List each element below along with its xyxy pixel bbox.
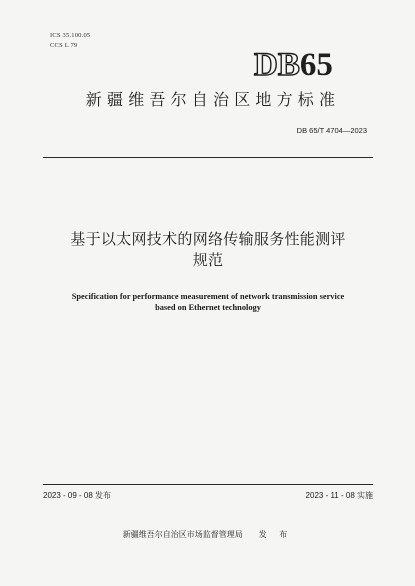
release-date: 2023 - 09 - 08 发布 bbox=[43, 491, 112, 500]
standard-number: DB 65/T 4704—2023 bbox=[296, 126, 367, 135]
issuing-authority bbox=[0, 529, 415, 541]
db-logo-letters: DB bbox=[254, 47, 300, 83]
english-title-line-2: based on Ethernet technology bbox=[155, 303, 261, 312]
db-logo-number: 65 bbox=[299, 47, 333, 83]
standard-category-title: 新疆维吾尔自治区地方标准 bbox=[85, 90, 341, 109]
bottom-divider bbox=[43, 484, 373, 485]
implementation-date: 2023 - 11 - 08 实施 bbox=[305, 491, 373, 500]
ccs-code: CCS L 79 bbox=[50, 42, 78, 49]
ics-code: ICS 35.100.05 bbox=[50, 32, 91, 39]
chinese-title bbox=[40, 229, 376, 271]
issuer-name: 新疆维吾尔自治区市场监督管理局 bbox=[122, 530, 243, 539]
english-title bbox=[40, 291, 376, 313]
chinese-title-line-2: 规范 bbox=[192, 251, 224, 269]
issue-verb: 发 布 bbox=[258, 530, 293, 539]
chinese-title-line-1: 基于以太网技术的网络传输服务性能测评 bbox=[70, 230, 346, 248]
db-logo bbox=[254, 47, 354, 83]
top-divider bbox=[43, 157, 373, 158]
english-title-line-1: Specification for performance measurement of network transmission service bbox=[71, 292, 345, 301]
